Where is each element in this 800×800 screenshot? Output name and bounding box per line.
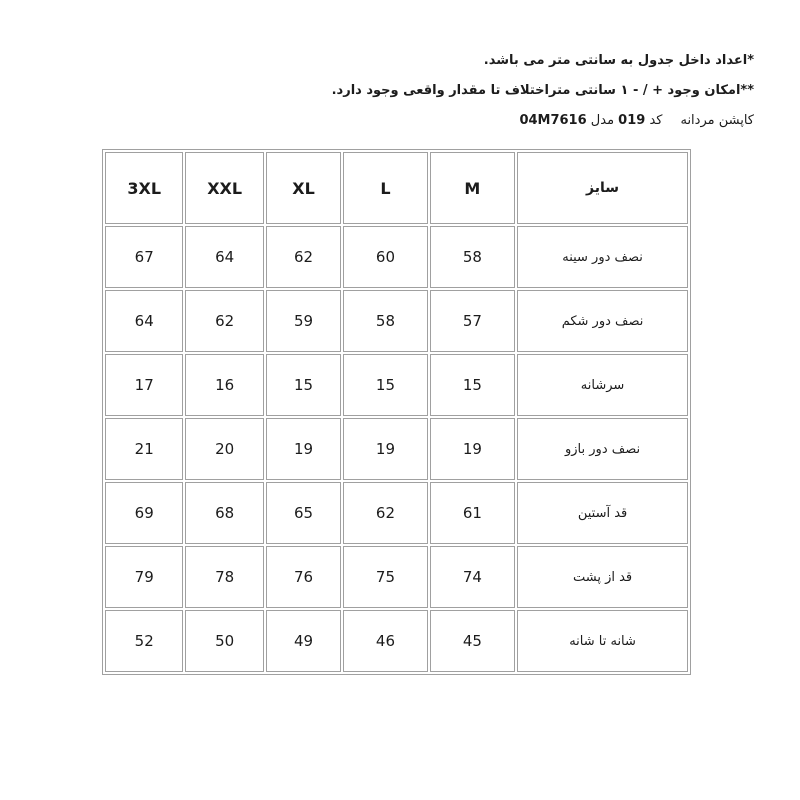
size-value-cell: 76 [266,546,341,608]
size-value-cell: 59 [266,290,341,352]
size-value-cell: 46 [343,610,427,672]
product-name: کاپشن مردانه [680,113,754,128]
size-value-cell: 15 [266,354,341,416]
size-value-cell: 21 [105,418,183,480]
code-value: 019 [618,113,646,128]
size-chart-table [102,149,691,675]
size-value-cell: 20 [185,418,263,480]
table-row-chest [105,226,688,288]
size-value-cell: 78 [185,546,263,608]
size-value-cell: 62 [185,290,263,352]
table-row-sleeve [105,482,688,544]
model-value: 04M7616 [519,113,587,128]
size-value-cell: 65 [266,482,341,544]
table-row-shoulder [105,354,688,416]
size-value-cell: 60 [343,226,427,288]
measurement-label: شانه تا شانه [517,610,688,672]
table-row-shoulder-to-shoulder [105,610,688,672]
note-tolerance: **امکان وجود + / - ۱ سانتی متراختلاف تا مقدار واقعی وجود دارد. [331,83,754,98]
size-value-cell: 68 [185,482,263,544]
size-value-cell: 15 [343,354,427,416]
size-value-cell: 45 [430,610,515,672]
size-value-cell: 17 [105,354,183,416]
size-value-cell: 62 [266,226,341,288]
size-value-cell: 50 [185,610,263,672]
size-header-l: L [343,152,427,224]
notes-block [332,46,754,136]
measurement-label: سرشانه [517,354,688,416]
size-value-cell: 57 [430,290,515,352]
size-value-cell: 64 [105,290,183,352]
measurement-label: نصف دور بازو [517,418,688,480]
measurement-label: نصف دور شکم [517,290,688,352]
product-info-line [332,106,754,136]
code-label: کد [649,113,663,128]
size-value-cell: 19 [266,418,341,480]
size-value-cell: 75 [343,546,427,608]
measurement-label: قد آستین [517,482,688,544]
size-value-cell: 15 [430,354,515,416]
header-row [105,152,688,224]
size-value-cell: 67 [105,226,183,288]
size-header-xxl: XXL [185,152,263,224]
model-label: مدل [590,113,615,128]
size-value-cell: 16 [185,354,263,416]
size-value-cell: 69 [105,482,183,544]
size-column-header: سایز [517,152,688,224]
size-header-xl: XL [266,152,341,224]
size-value-cell: 19 [343,418,427,480]
table-row-waist [105,290,688,352]
size-value-cell: 52 [105,610,183,672]
note-units: *اعداد داخل جدول به سانتی متر می باشد. [483,53,754,68]
measurement-label: قد از پشت [517,546,688,608]
table-row-back-length [105,546,688,608]
size-value-cell: 61 [430,482,515,544]
size-value-cell: 58 [430,226,515,288]
size-header-3xl: 3XL [105,152,183,224]
measurement-label: نصف دور سینه [517,226,688,288]
size-value-cell: 62 [343,482,427,544]
size-value-cell: 74 [430,546,515,608]
size-value-cell: 49 [266,610,341,672]
size-value-cell: 79 [105,546,183,608]
size-value-cell: 58 [343,290,427,352]
size-value-cell: 64 [185,226,263,288]
table-row-arm [105,418,688,480]
size-value-cell: 19 [430,418,515,480]
size-header-m: M [430,152,515,224]
